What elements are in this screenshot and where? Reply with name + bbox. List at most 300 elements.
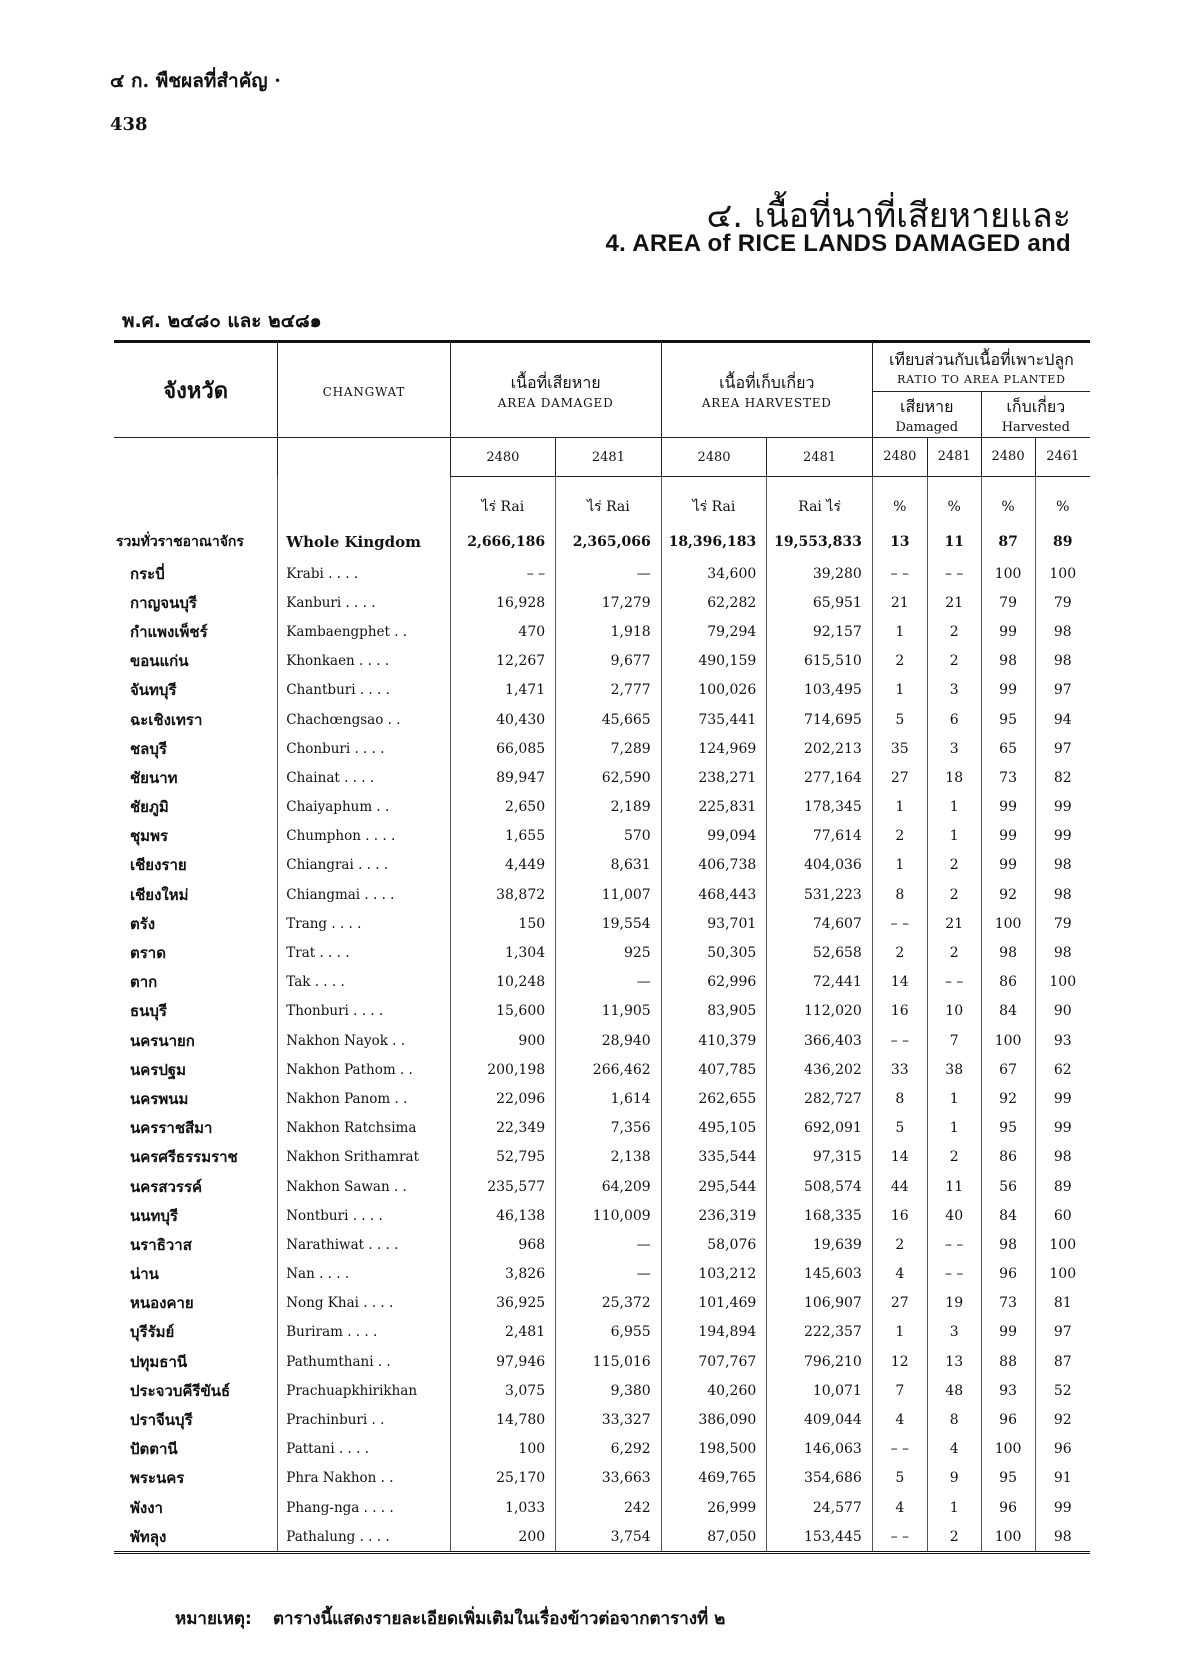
value-cell: 236,319 (661, 1201, 767, 1230)
value-cell: 103,212 (661, 1260, 767, 1289)
footnote (175, 1605, 725, 1632)
value-cell: 354,686 (767, 1464, 873, 1493)
value-cell: 335,544 (661, 1143, 767, 1172)
province-row (114, 1289, 1090, 1318)
value-cell: 2 (927, 851, 981, 880)
year-cell: 2480 (450, 438, 556, 477)
whole-kingdom-en: Whole Kingdom (278, 525, 450, 559)
value-cell: 6,955 (556, 1318, 662, 1347)
value-cell: 11,905 (556, 997, 662, 1026)
value-cell: 7 (927, 1026, 981, 1055)
province-row (114, 1376, 1090, 1405)
value-cell: 16,928 (450, 588, 556, 617)
value-cell: 100 (1035, 1260, 1090, 1289)
value-cell: 386,090 (661, 1405, 767, 1434)
page-number: 438 (110, 114, 148, 135)
value-cell: 100 (1035, 559, 1090, 588)
value-cell: 97,946 (450, 1347, 556, 1376)
value-cell: 10,071 (767, 1376, 873, 1405)
value-cell: 93,701 (661, 909, 767, 938)
province-row (114, 1318, 1090, 1347)
value-cell: 19,553,833 (767, 525, 873, 559)
province-row (114, 1405, 1090, 1434)
value-cell: 40 (927, 1201, 981, 1230)
value-cell: 36,925 (450, 1289, 556, 1318)
value-cell: 98 (981, 938, 1035, 967)
value-cell: 11 (927, 525, 981, 559)
value-cell: 22,096 (450, 1084, 556, 1113)
province-row (114, 676, 1090, 705)
province-row (114, 1464, 1090, 1493)
value-cell: 2,666,186 (450, 525, 556, 559)
province-changwat: Trat . . . . (278, 938, 450, 967)
value-cell: 65 (981, 734, 1035, 763)
value-cell: 10,248 (450, 968, 556, 997)
value-cell: 86 (981, 1143, 1035, 1172)
value-cell: 45,665 (556, 705, 662, 734)
value-cell: 295,544 (661, 1172, 767, 1201)
value-cell: – – (872, 909, 927, 938)
value-cell: 89,947 (450, 763, 556, 792)
value-cell: 4 (927, 1435, 981, 1464)
col-header-area-damaged: เนื้อที่เสียหาย AREA DAMAGED (450, 342, 661, 438)
province-row (114, 1230, 1090, 1259)
value-cell: 3,826 (450, 1260, 556, 1289)
value-cell: 225,831 (661, 793, 767, 822)
value-cell: 150 (450, 909, 556, 938)
value-cell: 87,050 (661, 1522, 767, 1553)
value-cell: 33,327 (556, 1405, 662, 1434)
value-cell: 48 (927, 1376, 981, 1405)
value-cell: 436,202 (767, 1055, 873, 1084)
value-cell: 238,271 (661, 763, 767, 792)
year-cell: 2481 (767, 438, 873, 477)
unit-cell: % (981, 477, 1035, 526)
col-header-ratio-damaged: เสียหาย Damaged (872, 392, 981, 438)
col-header-ratio-harvested: เก็บเกี่ยว Harvested (981, 392, 1090, 438)
value-cell: 145,603 (767, 1260, 873, 1289)
value-cell: 2 (927, 647, 981, 676)
value-cell: 25,170 (450, 1464, 556, 1493)
value-cell: 98 (1035, 880, 1090, 909)
value-cell: 101,469 (661, 1289, 767, 1318)
value-cell: 99 (981, 822, 1035, 851)
value-cell: 1 (927, 1084, 981, 1113)
value-cell: 99 (1035, 1084, 1090, 1113)
value-cell: 277,164 (767, 763, 873, 792)
province-changwat: Buriram . . . . (278, 1318, 450, 1347)
value-cell: 83,905 (661, 997, 767, 1026)
province-row (114, 1055, 1090, 1084)
value-cell: 94 (1035, 705, 1090, 734)
value-cell: 900 (450, 1026, 556, 1055)
province-thai: ชัยภูมิ (130, 798, 169, 817)
province-thai: นครปฐม (130, 1060, 187, 1079)
value-cell: 17,279 (556, 588, 662, 617)
province-thai: นครสวรรค์ (130, 1177, 203, 1196)
value-cell: 82 (1035, 763, 1090, 792)
value-cell: 13 (927, 1347, 981, 1376)
value-cell: 4 (872, 1260, 927, 1289)
value-cell: 14,780 (450, 1405, 556, 1434)
value-cell: 2 (927, 938, 981, 967)
value-cell: 1 (927, 1114, 981, 1143)
province-row (114, 588, 1090, 617)
value-cell: 3 (927, 734, 981, 763)
province-row (114, 763, 1090, 792)
value-cell: 40,430 (450, 705, 556, 734)
value-cell: 73 (981, 763, 1035, 792)
value-cell: 1,614 (556, 1084, 662, 1113)
value-cell: 92 (981, 880, 1035, 909)
value-cell: 98 (981, 1230, 1035, 1259)
value-cell: – – (927, 1260, 981, 1289)
value-cell: 968 (450, 1230, 556, 1259)
value-cell: 58,076 (661, 1230, 767, 1259)
value-cell: 9 (927, 1464, 981, 1493)
value-cell: 87 (1035, 1347, 1090, 1376)
value-cell: 95 (981, 1114, 1035, 1143)
value-cell: 7,356 (556, 1114, 662, 1143)
table-title-english: 4. AREA of RICE LANDS DAMAGED and (605, 230, 1071, 257)
value-cell: 98 (1035, 938, 1090, 967)
value-cell: 3 (927, 1318, 981, 1347)
footnote-label: หมายเหตุ: (175, 1609, 252, 1629)
value-cell: 27 (872, 763, 927, 792)
province-changwat: Nakhon Pathom . . (278, 1055, 450, 1084)
value-cell: 5 (872, 1464, 927, 1493)
value-cell: 796,210 (767, 1347, 873, 1376)
province-row (114, 1114, 1090, 1143)
value-cell: 33 (872, 1055, 927, 1084)
value-cell: 99 (1035, 1114, 1090, 1143)
value-cell: — (556, 968, 662, 997)
value-cell: 52,658 (767, 938, 873, 967)
value-cell: 79 (1035, 588, 1090, 617)
value-cell: 222,357 (767, 1318, 873, 1347)
value-cell: 495,105 (661, 1114, 767, 1143)
value-cell: 9,677 (556, 647, 662, 676)
value-cell: 73 (981, 1289, 1035, 1318)
value-cell: 100 (981, 1026, 1035, 1055)
value-cell: 52 (1035, 1376, 1090, 1405)
value-cell: 100 (981, 1435, 1035, 1464)
unit-cell: % (927, 477, 981, 526)
value-cell: 3 (927, 676, 981, 705)
value-cell: 410,379 (661, 1026, 767, 1055)
value-cell: 508,574 (767, 1172, 873, 1201)
value-cell: 2,481 (450, 1318, 556, 1347)
province-changwat: Phra Nakhon . . (278, 1464, 450, 1493)
value-cell: 7 (872, 1376, 927, 1405)
value-cell: 468,443 (661, 880, 767, 909)
province-row (114, 851, 1090, 880)
value-cell: 11 (927, 1172, 981, 1201)
value-cell: 96 (981, 1493, 1035, 1522)
value-cell: 266,462 (556, 1055, 662, 1084)
value-cell: 262,655 (661, 1084, 767, 1113)
value-cell: 96 (1035, 1435, 1090, 1464)
value-cell: 100 (981, 1522, 1035, 1553)
value-cell: 2,777 (556, 676, 662, 705)
value-cell: 92 (981, 1084, 1035, 1113)
province-row (114, 968, 1090, 997)
value-cell: 62 (1035, 1055, 1090, 1084)
value-cell: 10 (927, 997, 981, 1026)
province-thai: นครพนม (130, 1089, 189, 1108)
province-thai: เชียงใหม่ (130, 885, 189, 904)
province-thai: ชัยนาท (130, 768, 178, 787)
value-cell: 12 (872, 1347, 927, 1376)
value-cell: 570 (556, 822, 662, 851)
province-thai: นครราชสีมา (130, 1119, 213, 1138)
province-thai: ชุมพร (130, 827, 169, 846)
province-thai: น่าน (130, 1265, 159, 1284)
value-cell: 100 (1035, 968, 1090, 997)
year-label: พ.ศ. ๒๔๘๐ และ ๒๔๘๑ (122, 310, 322, 332)
value-cell: 93 (981, 1376, 1035, 1405)
province-thai: ตราด (130, 944, 166, 963)
value-cell: 2,138 (556, 1143, 662, 1172)
value-cell: 1 (872, 1318, 927, 1347)
value-cell: 52,795 (450, 1143, 556, 1172)
value-cell: 1,655 (450, 822, 556, 851)
value-cell: 19,554 (556, 909, 662, 938)
value-cell: 98 (1035, 1522, 1090, 1553)
value-cell: 100 (450, 1435, 556, 1464)
value-cell: 146,063 (767, 1435, 873, 1464)
province-changwat: Nakhon Ratchsima (278, 1114, 450, 1143)
value-cell: 153,445 (767, 1522, 873, 1553)
province-changwat: Prachuapkhirikhan (278, 1376, 450, 1405)
value-cell: 106,907 (767, 1289, 873, 1318)
province-changwat: Pathumthani . . (278, 1347, 450, 1376)
value-cell: 66,085 (450, 734, 556, 763)
value-cell: 16 (872, 997, 927, 1026)
value-cell: 1 (872, 793, 927, 822)
value-cell: 79 (981, 588, 1035, 617)
value-cell: 99 (1035, 822, 1090, 851)
province-changwat: Narathiwat . . . . (278, 1230, 450, 1259)
province-changwat: Prachinburi . . (278, 1405, 450, 1434)
value-cell: 4 (872, 1405, 927, 1434)
value-cell: 15,600 (450, 997, 556, 1026)
value-cell: 99 (981, 676, 1035, 705)
value-cell: 99 (981, 1318, 1035, 1347)
province-row (114, 617, 1090, 646)
value-cell: 8 (872, 880, 927, 909)
value-cell: 56 (981, 1172, 1035, 1201)
year-cell: 2480 (981, 438, 1035, 477)
value-cell: 98 (1035, 851, 1090, 880)
province-row (114, 1143, 1090, 1172)
value-cell: 14 (872, 1143, 927, 1172)
province-row (114, 880, 1090, 909)
value-cell: 470 (450, 617, 556, 646)
value-cell: 115,016 (556, 1347, 662, 1376)
value-cell: 97,315 (767, 1143, 873, 1172)
value-cell: 79 (1035, 909, 1090, 938)
value-cell: 2 (927, 617, 981, 646)
value-cell: 38,872 (450, 880, 556, 909)
province-row (114, 734, 1090, 763)
value-cell: 92 (1035, 1405, 1090, 1434)
province-changwat: Chainat . . . . (278, 763, 450, 792)
value-cell: 67 (981, 1055, 1035, 1084)
value-cell: 406,738 (661, 851, 767, 880)
table-title-thai: ๔. เนื้อที่นาที่เสียหายและ (706, 196, 1071, 236)
value-cell: 99 (1035, 793, 1090, 822)
value-cell: 8 (927, 1405, 981, 1434)
value-cell: 100 (981, 909, 1035, 938)
value-cell: 99 (981, 793, 1035, 822)
whole-kingdom-thai: รวมทั่วราชอาณาจักร (116, 534, 244, 550)
value-cell: 200 (450, 1522, 556, 1553)
province-thai: บุรีรัมย์ (130, 1323, 175, 1342)
value-cell: 89 (1035, 1172, 1090, 1201)
value-cell: 9,380 (556, 1376, 662, 1405)
value-cell: 72,441 (767, 968, 873, 997)
value-cell: 16 (872, 1201, 927, 1230)
value-cell: 96 (981, 1260, 1035, 1289)
value-cell: 96 (981, 1405, 1035, 1434)
value-cell: 124,969 (661, 734, 767, 763)
province-changwat: Pattani . . . . (278, 1435, 450, 1464)
value-cell: 50,305 (661, 938, 767, 967)
value-cell: 178,345 (767, 793, 873, 822)
value-cell: – – (872, 1435, 927, 1464)
province-thai: จันทบุรี (130, 681, 177, 700)
unit-cell: Rai ไร่ (767, 477, 873, 526)
year-cell: 2481 (927, 438, 981, 477)
province-row (114, 559, 1090, 588)
province-changwat: Chonburi . . . . (278, 734, 450, 763)
value-cell: – – (927, 1230, 981, 1259)
province-thai: กระบี่ (130, 564, 165, 583)
province-row (114, 705, 1090, 734)
col-header-area-harvested: เนื้อที่เก็บเกี่ยว AREA HARVESTED (661, 342, 872, 438)
province-thai: นครนายก (130, 1031, 195, 1050)
value-cell: 925 (556, 938, 662, 967)
province-thai: ตาก (130, 973, 158, 992)
province-changwat: Chiangrai . . . . (278, 851, 450, 880)
value-cell: 2 (872, 1230, 927, 1259)
value-cell: 1,471 (450, 676, 556, 705)
value-cell: — (556, 1230, 662, 1259)
value-cell: – – (450, 559, 556, 588)
value-cell: 22,349 (450, 1114, 556, 1143)
value-cell: 38 (927, 1055, 981, 1084)
value-cell: 34,600 (661, 559, 767, 588)
value-cell: 407,785 (661, 1055, 767, 1084)
province-changwat: Thonburi . . . . (278, 997, 450, 1026)
value-cell: 1,304 (450, 938, 556, 967)
value-cell: 98 (981, 647, 1035, 676)
province-changwat: Chachœngsao . . (278, 705, 450, 734)
value-cell: 21 (927, 588, 981, 617)
year-cell: 2480 (872, 438, 927, 477)
value-cell: 95 (981, 1464, 1035, 1493)
value-cell: 19 (927, 1289, 981, 1318)
value-cell: 99,094 (661, 822, 767, 851)
province-thai: หนองคาย (130, 1294, 194, 1313)
value-cell: 531,223 (767, 880, 873, 909)
value-cell: 200,198 (450, 1055, 556, 1084)
value-cell: 4,449 (450, 851, 556, 880)
value-cell: 3,075 (450, 1376, 556, 1405)
value-cell: 6,292 (556, 1435, 662, 1464)
province-thai: เชียงราย (130, 856, 187, 875)
value-cell: 62,282 (661, 588, 767, 617)
value-cell: 62,590 (556, 763, 662, 792)
value-cell: 404,036 (767, 851, 873, 880)
province-row (114, 1260, 1090, 1289)
value-cell: 2 (927, 1522, 981, 1553)
value-cell: 1,918 (556, 617, 662, 646)
province-thai: กาญจนบุรี (130, 593, 197, 612)
province-changwat: Chantburi . . . . (278, 676, 450, 705)
province-thai: ตรัง (130, 914, 156, 933)
province-changwat: Nontburi . . . . (278, 1201, 450, 1230)
unit-cell: % (1035, 477, 1090, 526)
value-cell: 98 (1035, 1143, 1090, 1172)
province-changwat: Nakhon Srithamrat (278, 1143, 450, 1172)
value-cell: 24,577 (767, 1493, 873, 1522)
province-thai: พระนคร (130, 1469, 185, 1488)
value-cell: — (556, 1260, 662, 1289)
value-cell: 99 (981, 617, 1035, 646)
province-changwat: Tak . . . . (278, 968, 450, 997)
value-cell: 714,695 (767, 705, 873, 734)
value-cell: 469,765 (661, 1464, 767, 1493)
unit-cell: ไร่ Rai (661, 477, 767, 526)
value-cell: 2 (872, 647, 927, 676)
value-cell: 26,999 (661, 1493, 767, 1522)
province-changwat: Chaiyaphum . . (278, 793, 450, 822)
value-cell: 90 (1035, 997, 1090, 1026)
value-cell: 81 (1035, 1289, 1090, 1318)
value-cell: 8 (872, 1084, 927, 1113)
value-cell: 168,335 (767, 1201, 873, 1230)
value-cell: 79,294 (661, 617, 767, 646)
value-cell: 6 (927, 705, 981, 734)
value-cell: 100,026 (661, 676, 767, 705)
value-cell: 97 (1035, 676, 1090, 705)
province-changwat: Phang-nga . . . . (278, 1493, 450, 1522)
rice-lands-table (114, 340, 1090, 1554)
province-row (114, 1084, 1090, 1113)
value-cell: 12,267 (450, 647, 556, 676)
province-row (114, 1201, 1090, 1230)
value-cell: 5 (872, 1114, 927, 1143)
value-cell: 2 (927, 880, 981, 909)
whole-kingdom-row (114, 525, 1090, 559)
value-cell: 692,091 (767, 1114, 873, 1143)
value-cell: 77,614 (767, 822, 873, 851)
province-thai: พังงา (130, 1498, 163, 1517)
province-changwat: Pathalung . . . . (278, 1522, 450, 1553)
value-cell: 91 (1035, 1464, 1090, 1493)
value-cell: 1 (872, 851, 927, 880)
province-changwat: Nakhon Nayok . . (278, 1026, 450, 1055)
unit-cell: ไร่ Rai (450, 477, 556, 526)
value-cell: 13 (872, 525, 927, 559)
province-changwat: Kambaengphet . . (278, 617, 450, 646)
province-row (114, 1026, 1090, 1055)
value-cell: 89 (1035, 525, 1090, 559)
value-cell: – – (872, 1522, 927, 1553)
value-cell: 235,577 (450, 1172, 556, 1201)
